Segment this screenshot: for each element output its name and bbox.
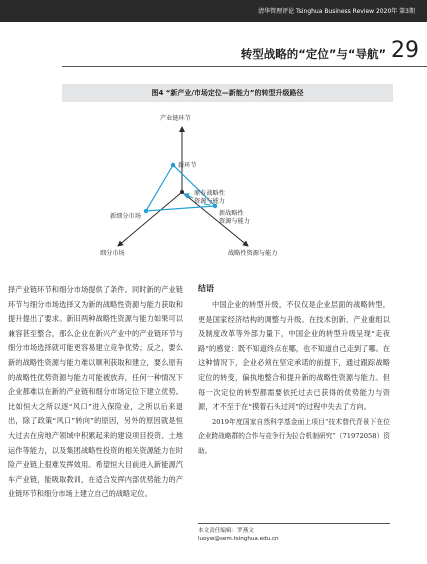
editor-label: 本文责任编辑：罗燕文	[198, 528, 254, 534]
right-column	[198, 283, 390, 459]
section-title: 转型战略的“定位”与“导航”	[240, 47, 386, 61]
conclusion-heading: 结语	[198, 284, 214, 293]
journal-header: 清华管理评论 Tsinghua Business Review 2020年 第3期	[258, 8, 415, 15]
node-new-submarket	[144, 209, 148, 213]
label-new-link: 新环节	[178, 162, 197, 169]
left-column	[8, 283, 183, 502]
page-number: 29	[391, 38, 419, 63]
editor-email[interactable]: luoyw@sem.tsinghua.edu.cn	[198, 536, 279, 542]
fund-note: 2019年度国家自然科学基金面上项目“技术替代背景下在位企业跨战略群的合作与竞争行为拉合机制研究”（71972058）资助。	[198, 417, 390, 455]
label-strategic-resources: 战略性资源与能力	[228, 250, 278, 257]
label-new-submarket: 新细分市场	[110, 213, 141, 220]
editor-rule	[198, 523, 390, 524]
node-origin	[180, 190, 184, 194]
label-industry-chain: 产业链环节	[160, 115, 191, 122]
label-orig-strategic: 原有战略性 资源与能力	[194, 190, 225, 205]
label-submarket: 细分市场	[100, 250, 125, 257]
conclusion-paragraph: 中国企业的转型升级，不仅仅是企业层面的战略转型，更是国家经济结构的调整与升级。在技术创新、产业重组以及制度改革等外部力量下，中国企业的转型升级呈现“走夜路”的感觉：既不知道终点在哪，也不知道自己走到了哪。在这种情况下，企业必须在坚定承诺的前提下，通过跟踪战略定位的转变，偏执地整合和提升新的战略性资源与能力。但每一次定位的转型都需要依托过去已获得的优势能力与资源，才不至于在“摸着石头过河”的过程中失去了方向。	[198, 300, 390, 412]
label-new-strategic: 新战略性 资源与能力	[219, 210, 250, 225]
left-paragraph: 择产业链环节和细分市场提供了条件。同时新的产业链环节与细分市场选择又为新的战略性资源与能力获取和提升提出了要求。新旧两种战略性资源与能力如果可以兼容甚至整合，那么企业在新兴产业中的产业链环节与细分市场选择就可能更容易建立竞争优势；反之，要么新的战略性资源与能力难以顺利获取和建立，要么原有的战略性优势资源与能力可能被放弃，任何一种情况下企业都难以在新的产业链和细分市场定位下建立优势。比如恒大之所以逐“风口”进入保险业，之所以后来退出，除了政策“风口”转向”的原因，另外的原因就是恒大过去在房地产领域中积累起来的建设项目投资、土地运作等能力，以及集团战略性投资的相关资源能力在时险产业链上很难发挥效用。希望恒大目前进入新能源汽车产业链，能吸取教训，在适合发挥内部优势能力的产业链环节和细分市场上建立自己的战略定位。	[8, 285, 183, 499]
editor-info	[198, 527, 279, 543]
figure-caption: 图4 “新产业/市场定位—新能力”的转型升级路径	[151, 89, 304, 97]
node-new-link	[171, 163, 175, 167]
